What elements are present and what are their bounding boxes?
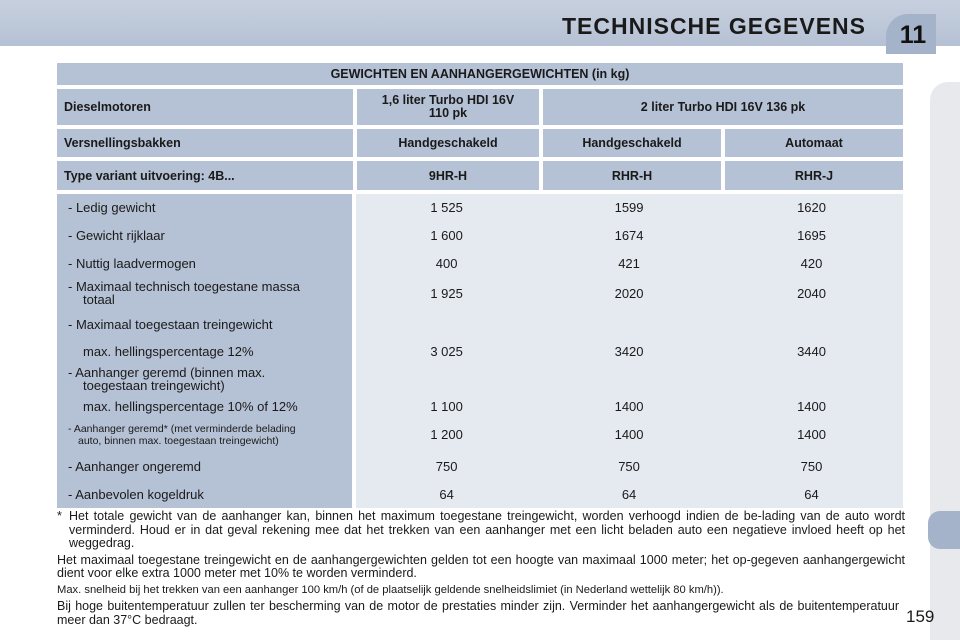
table-row: - Aanhanger ongeremd (68, 458, 201, 474)
variant-2: RHR-H (543, 161, 721, 190)
engine-row (57, 89, 903, 125)
table-row: max. hellingspercentage 12% (83, 343, 254, 359)
variant-3: RHR-J (725, 161, 903, 190)
cell-value: 1400 (614, 398, 644, 414)
chapter-number: 11 (899, 20, 927, 49)
cell-value: 421 (618, 255, 640, 271)
cell-value: 1400 (797, 427, 826, 442)
table-row: - Maximaal toegestaan treingewicht (68, 316, 273, 332)
cell-value: 3440 (797, 343, 826, 359)
gearbox-2: Handgeschakeld (543, 129, 721, 157)
cell-value: 1 525 (430, 200, 463, 215)
engine-1: 1,6 liter Turbo HDI 16V 110 pk (357, 89, 539, 125)
cell-value: 1 200 (430, 427, 463, 442)
variant-row (57, 161, 903, 190)
cell-value: 1 925 (430, 285, 463, 301)
gearbox-label: Versnellingsbakken (57, 129, 353, 157)
note-temperature: Bij hoge buitentemperatuur zullen ter bescherming van de motor de prestaties minder zijn. Verminder het aanhangergewicht als de buitentemperatuur meer dan 37°C bedraagt. (57, 599, 899, 627)
cell-value: 3420 (614, 343, 644, 359)
cell-value: 750 (618, 458, 640, 474)
cell-value: 1695 (797, 227, 826, 243)
variant-1: 9HR-H (357, 161, 539, 190)
cell-value: 1620 (797, 200, 826, 215)
table-row: max. hellingspercentage 10% of 12% (83, 398, 298, 414)
cell-value: 1674 (614, 227, 644, 243)
cell-value: 750 (800, 458, 823, 474)
engine-2: 2 liter Turbo HDI 16V 136 pk (543, 89, 903, 125)
table-row: - Aanhanger geremd* (met verminderde belading auto, binnen max. toegestaan treingewicht) (68, 422, 296, 447)
table-title: GEWICHTEN EN AANHANGERGEWICHTEN (in kg) (57, 63, 903, 85)
cell-value: 420 (800, 255, 823, 271)
cell-value: 3 025 (430, 343, 463, 359)
table-row: - Aanbevolen kogeldruk (68, 486, 204, 502)
cell-value: 2040 (797, 285, 826, 301)
table-row: - Nuttig laadvermogen (68, 255, 196, 271)
row-values (356, 194, 903, 508)
table-row: - Ledig gewicht (68, 200, 156, 215)
cell-value: 1400 (614, 427, 644, 442)
cell-value: 64 (804, 486, 819, 502)
values-column-1 (356, 194, 538, 508)
cell-value: 64 (439, 486, 454, 502)
gearbox-1: Handgeschakeld (357, 129, 539, 157)
cell-value: 2020 (614, 285, 644, 301)
table-row: - Aanhanger geremd (binnen max. toegestaan treingewicht) (68, 365, 266, 393)
engines-label: Dieselmotoren (57, 89, 353, 125)
variant-label: Type variant uitvoering: 4B... (57, 161, 353, 190)
cell-value: 1400 (797, 398, 826, 414)
cell-value: 400 (435, 255, 458, 271)
note-altitude: Het maximaal toegestane treingewicht en de aanhangergewichten gelden tot een hoogte van maximaal 1000 meter; het op-gegeven aanhangergewicht dient voor elke extra 1000 meter met 10% te worden verminderd. (57, 552, 905, 580)
cell-value: 1 600 (430, 227, 463, 243)
side-tab (928, 511, 960, 549)
table-row: - Maximaal technisch toegestane massa totaal (68, 279, 300, 307)
note-speed: Max. snelheid bij het trekken van een aanhanger 100 km/h (of de plaatselijk geldende snelheidslimiet (in Nederland wettelijk 80 km/h)). (57, 583, 724, 596)
chapter-title: TECHNISCHE GEGEVENS (562, 13, 866, 39)
gearbox-3: Automaat (725, 129, 903, 157)
cell-value: 750 (435, 458, 458, 474)
page-number: 159 (906, 607, 935, 626)
cell-value: 64 (621, 486, 637, 502)
row-labels (57, 194, 352, 508)
table-row: - Gewicht rijklaar (68, 227, 165, 243)
values-column-3 (721, 194, 903, 508)
values-column-2 (538, 194, 720, 508)
cell-value: 1 100 (430, 398, 463, 414)
table-body (57, 194, 903, 508)
footnotes (57, 510, 905, 630)
side-strip (930, 82, 960, 640)
gearbox-row (57, 129, 903, 157)
cell-value: 1599 (614, 200, 644, 215)
footnote-star-note: * Het totale gewicht van de aanhanger kan, binnen het maximum toegestane treingewicht, worden verhoogd indien de be-lading van de auto wordt verminderd. Houd er in dat geval rekening mee dat het trekken van een aanhanger met een licht beladen auto een negatieve invloed heeft op het weggedrag. (57, 509, 905, 550)
weights-table (57, 63, 903, 508)
